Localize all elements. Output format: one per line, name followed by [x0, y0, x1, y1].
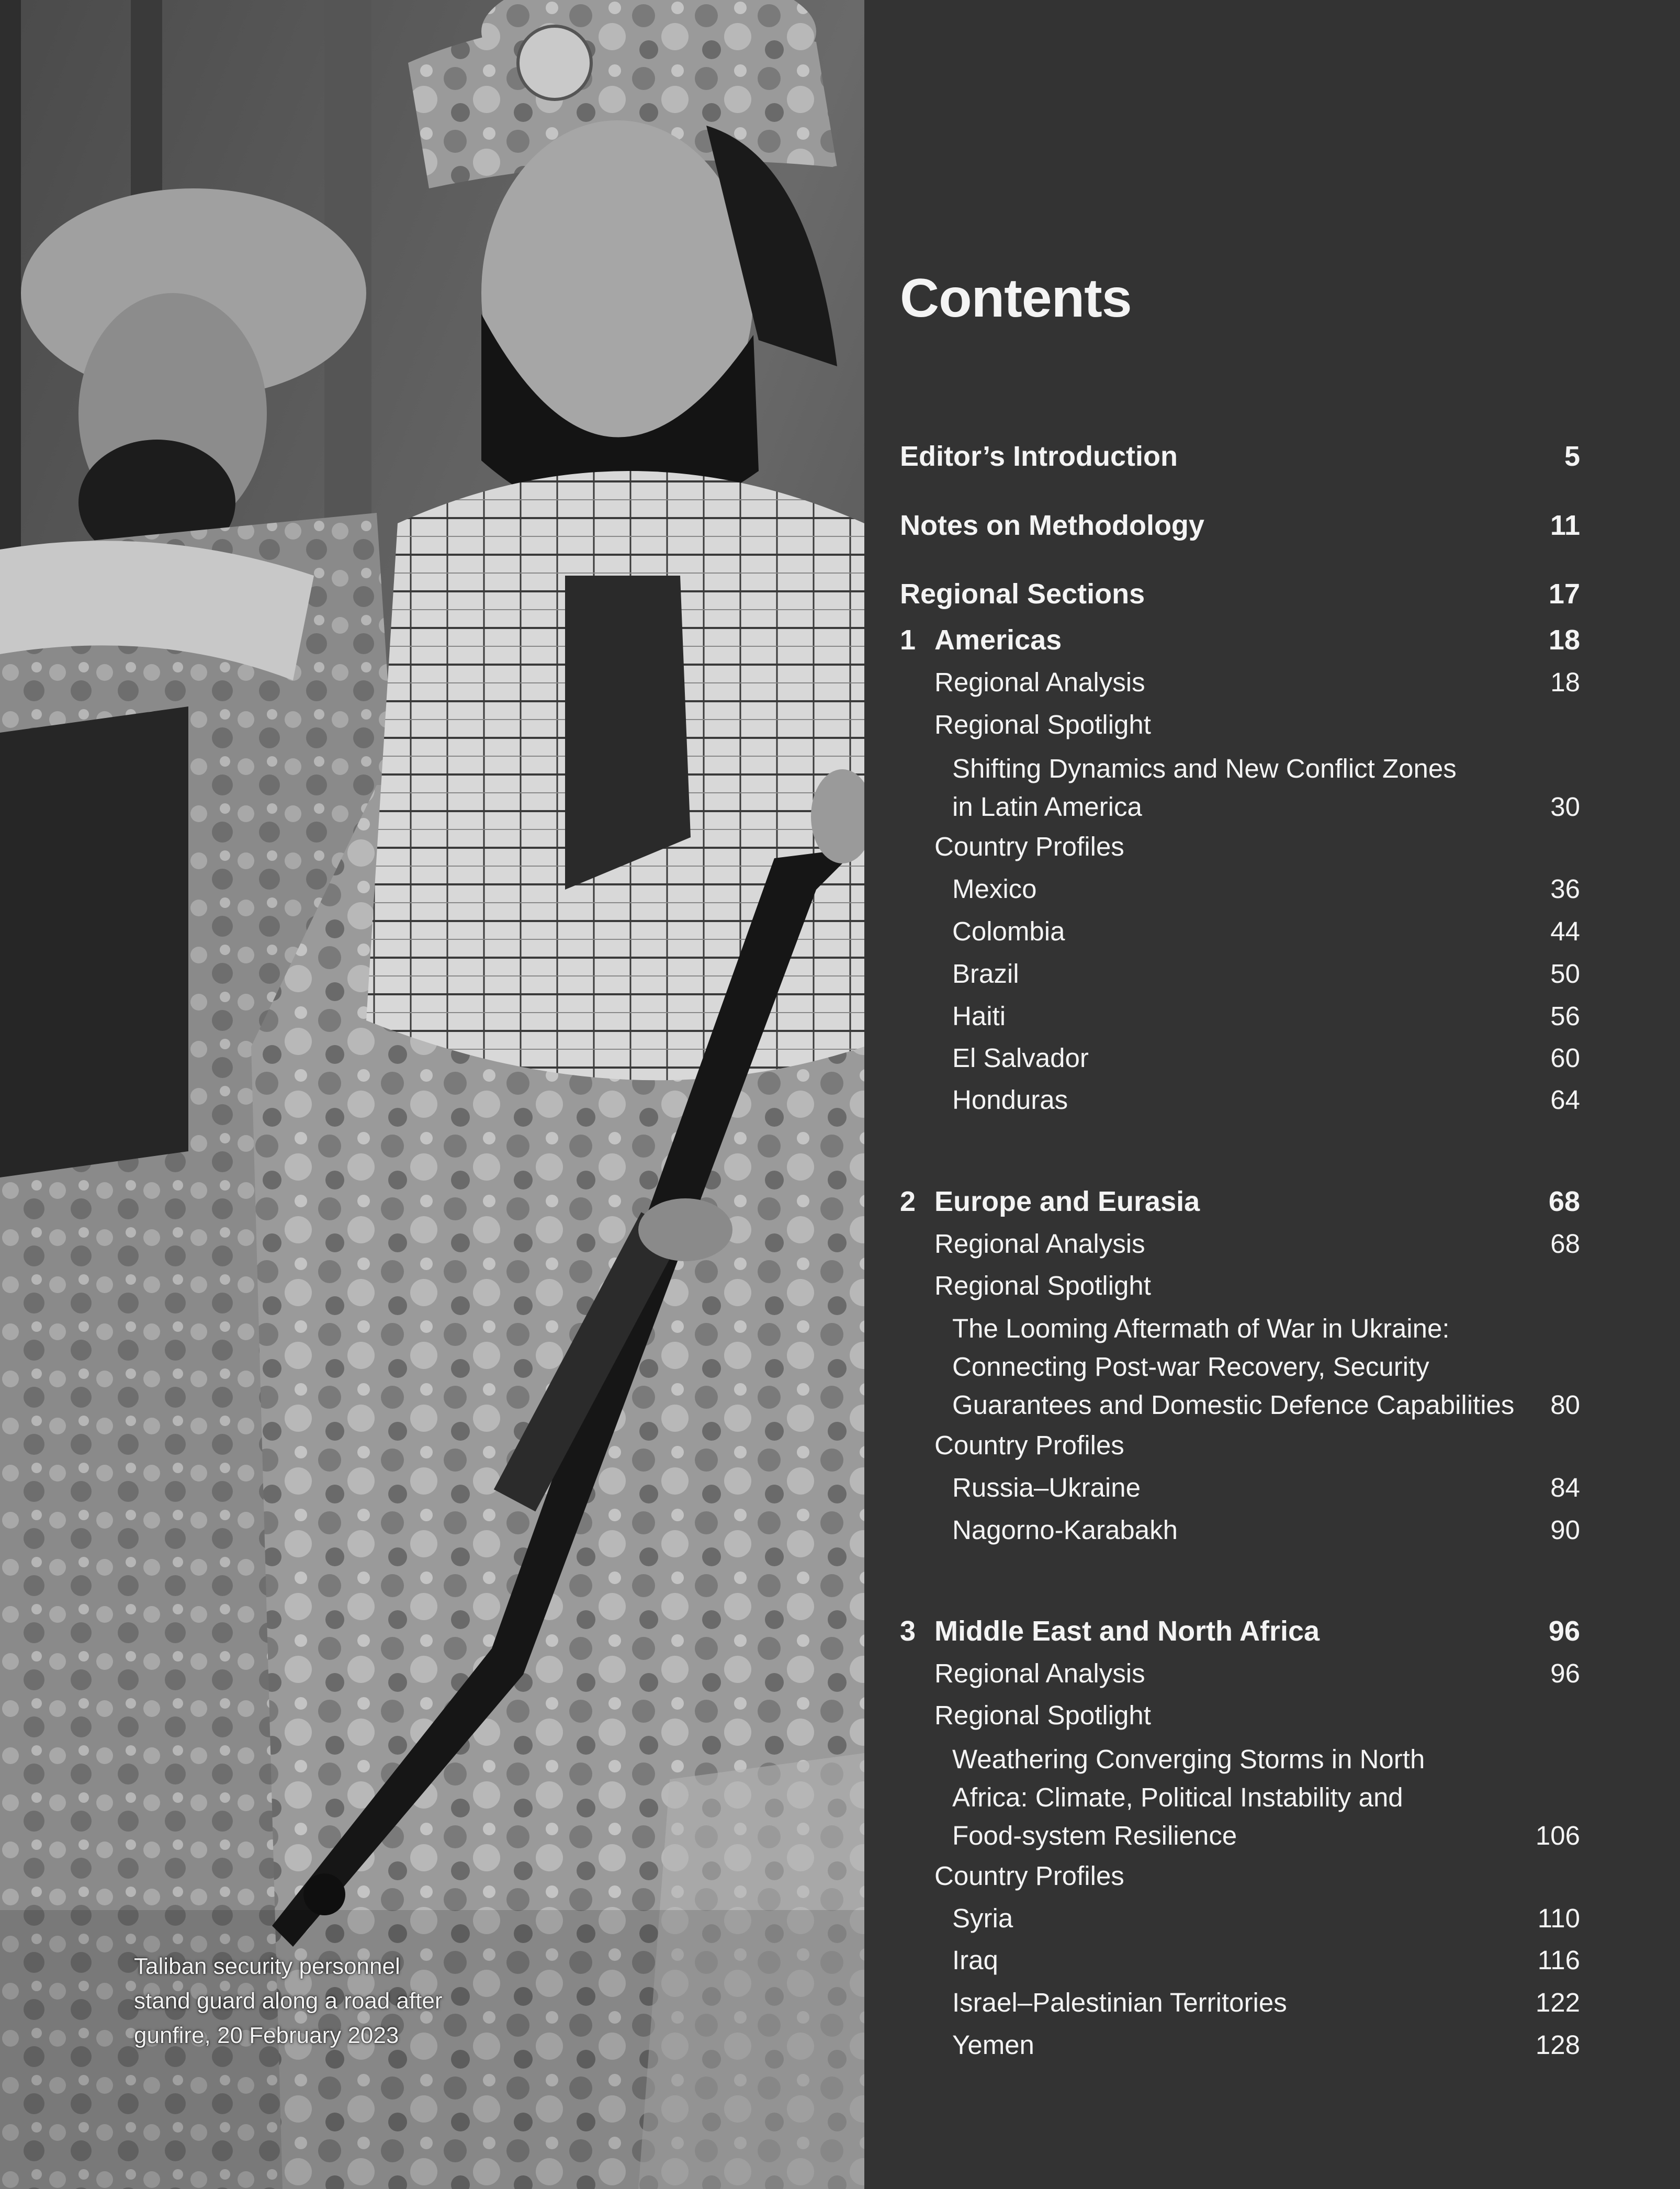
toc-entry-page: 90 — [1550, 1515, 1580, 1545]
toc-entry-page: 44 — [1550, 916, 1580, 946]
toc-section-number: 1 — [900, 624, 916, 656]
toc-entry-title: Israel–Palestinian Territories — [952, 1988, 1287, 2017]
toc-section-title: Europe and Eurasia — [934, 1186, 1200, 1217]
toc-section-page: 68 — [1548, 1186, 1580, 1217]
photo-caption — [134, 1949, 469, 2053]
toc-entry-title: Regional Spotlight — [934, 1700, 1151, 1730]
caption-line: Taliban security personnel — [134, 1954, 400, 1979]
toc-section-title: Middle East and North Africa — [934, 1615, 1320, 1647]
toc-entry-title: Country Profiles — [934, 832, 1124, 861]
toc-entry-page: 64 — [1550, 1085, 1580, 1115]
toc-entry-title-line: Weathering Converging Storms in North — [952, 1744, 1425, 1774]
toc-section-number: 3 — [900, 1615, 916, 1647]
contents-panel — [864, 0, 1680, 2189]
toc-entry-notes-on-methodology[interactable] — [864, 504, 1680, 546]
toc-entry-page: 106 — [1535, 1821, 1580, 1850]
toc-entry-title: Yemen — [952, 2030, 1034, 2060]
toc-entry-title: Iraq — [952, 1945, 998, 1975]
toc-entry-page: 30 — [1550, 792, 1580, 822]
toc-entry-page: 50 — [1550, 959, 1580, 989]
toc-entry-title: Country Profiles — [934, 1861, 1124, 1891]
toc-entry-regional-spotlight[interactable] — [864, 1694, 1680, 1736]
toc-entry-title: El Salvador — [952, 1043, 1089, 1073]
toc-entry-page: 116 — [1537, 1945, 1580, 1975]
toc-entry-page: 68 — [1550, 1229, 1580, 1259]
toc-entry-title: Notes on Methodology — [900, 510, 1204, 541]
toc-entry-title-line: Connecting Post-war Recovery, Security — [952, 1352, 1429, 1382]
toc-entry-title: Regional Analysis — [934, 1229, 1145, 1259]
caption-line: stand guard along a road after — [134, 1988, 443, 2014]
toc-entry-title: Syria — [952, 1903, 1013, 1933]
toc-entry-title: Regional Analysis — [934, 667, 1145, 697]
toc-entry-page: 122 — [1535, 1988, 1580, 2017]
toc-entry-country-profiles[interactable] — [864, 826, 1680, 868]
toc-section-middle-east-north-africa[interactable] — [864, 1610, 1680, 1652]
toc-entry-page: 60 — [1550, 1043, 1580, 1073]
caption-line: gunfire, 20 February 2023 — [134, 2023, 399, 2048]
toc-entry-spotlight-article[interactable] — [864, 1740, 1680, 1855]
toc-entry-country[interactable] — [864, 995, 1680, 1037]
toc-entry-country-profiles[interactable] — [864, 1424, 1680, 1466]
toc-entry-title: Brazil — [952, 959, 1019, 989]
toc-section-title: Americas — [934, 624, 1062, 656]
toc-entry-title: Honduras — [952, 1085, 1068, 1115]
toc-entry-title-line: Shifting Dynamics and New Conflict Zones — [952, 754, 1457, 783]
toc-entry-country-profiles[interactable] — [864, 1855, 1680, 1897]
toc-entry-country[interactable] — [864, 953, 1680, 995]
toc-entry-title: Haiti — [952, 1001, 1006, 1031]
toc-entry-country[interactable] — [864, 1898, 1680, 1939]
toc-entry-page: 18 — [1550, 667, 1580, 697]
toc-entry-title: Country Profiles — [934, 1430, 1124, 1460]
toc-entry-page: 84 — [1550, 1473, 1580, 1502]
toc-section-page: 18 — [1548, 624, 1580, 656]
toc-entry-page: 17 — [1548, 578, 1580, 610]
toc-entry-country[interactable] — [864, 1079, 1680, 1121]
toc-section-page: 96 — [1548, 1615, 1580, 1647]
toc-entry-country[interactable] — [864, 1509, 1680, 1551]
toc-entry-title: Regional Spotlight — [934, 710, 1151, 739]
toc-entry-country[interactable] — [864, 1037, 1680, 1079]
toc-entry-title: Colombia — [952, 916, 1065, 946]
toc-entry-title: Russia–Ukraine — [952, 1473, 1141, 1502]
toc-entry-regional-analysis[interactable] — [864, 1223, 1680, 1265]
toc-section-number: 2 — [900, 1186, 916, 1217]
toc-entry-page: 56 — [1550, 1001, 1580, 1031]
contents-title: Contents — [900, 268, 1132, 329]
toc-entry-title-line: Food-system Resilience — [952, 1821, 1237, 1850]
toc-entry-page: 11 — [1550, 510, 1580, 541]
toc-entry-country[interactable] — [864, 2024, 1680, 2066]
toc-entry-regional-spotlight[interactable] — [864, 1265, 1680, 1307]
toc-entry-title-line: Africa: Climate, Political Instability and — [952, 1782, 1403, 1812]
toc-section-europe-eurasia[interactable] — [864, 1181, 1680, 1222]
toc-entry-regional-spotlight[interactable] — [864, 704, 1680, 746]
toc-entry-regional-analysis[interactable] — [864, 661, 1680, 703]
toc-entry-country[interactable] — [864, 1982, 1680, 2024]
toc-entry-title: Mexico — [952, 874, 1037, 904]
toc-entry-page: 5 — [1564, 441, 1580, 472]
toc-entry-editors-introduction[interactable] — [864, 435, 1680, 477]
toc-entry-regional-sections[interactable] — [864, 573, 1680, 615]
toc-entry-title-line: The Looming Aftermath of War in Ukraine: — [952, 1314, 1450, 1343]
toc-entry-title: Editor’s Introduction — [900, 441, 1178, 472]
toc-entry-title: Regional Analysis — [934, 1658, 1145, 1688]
toc-entry-regional-analysis[interactable] — [864, 1653, 1680, 1694]
toc-entry-spotlight-article[interactable] — [864, 1309, 1680, 1424]
toc-entry-title: Nagorno-Karabakh — [952, 1515, 1178, 1545]
toc-entry-country[interactable] — [864, 1939, 1680, 1981]
toc-entry-page: 36 — [1550, 874, 1580, 904]
toc-entry-page: 110 — [1537, 1903, 1580, 1933]
toc-entry-country[interactable] — [864, 868, 1680, 910]
toc-entry-title-line: Guarantees and Domestic Defence Capabilities — [952, 1390, 1515, 1420]
toc-entry-title: Regional Spotlight — [934, 1271, 1151, 1300]
toc-entry-title-line: in Latin America — [952, 792, 1142, 822]
toc-entry-spotlight-article[interactable] — [864, 749, 1680, 826]
toc-entry-page: 80 — [1550, 1390, 1580, 1420]
toc-entry-country[interactable] — [864, 1467, 1680, 1509]
toc-entry-title: Regional Sections — [900, 578, 1145, 610]
toc-entry-page: 128 — [1535, 2030, 1580, 2060]
toc-entry-page: 96 — [1550, 1658, 1580, 1688]
toc-entry-country[interactable] — [864, 911, 1680, 952]
toc-section-americas[interactable] — [864, 619, 1680, 661]
